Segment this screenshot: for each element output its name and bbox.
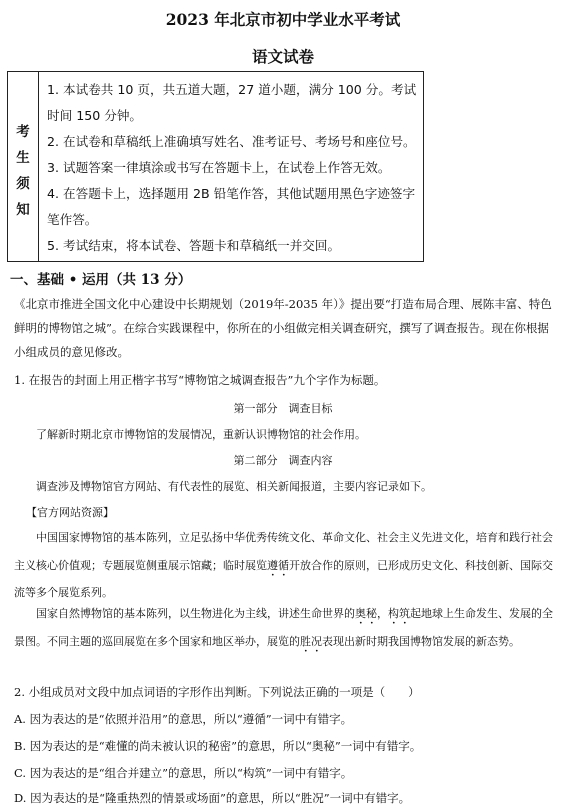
para-text: 国家自然博物馆的基本陈列，以生物进化为主线，讲述生命世界的 [36, 607, 355, 620]
notice-label-char: 须 [16, 176, 30, 192]
part2-title: 第二部分 调查内容 [233, 454, 333, 467]
question-2: 2. 小组成员对文段中加点词语的字形作出判断。下列说法正确的一项是（ ） [14, 685, 420, 699]
option-a: A. 因为表达的是“依照并沿用”的意思，所以“遵循”一词中有错字。 [14, 712, 353, 726]
notice-item: 2. 在试卷和草稿纸上准确填写姓名、准考证号、考场号和座位号。 [47, 134, 416, 149]
option-c: C. 因为表达的是“组合并建立”的意思，所以“构筑”一词中有错字。 [14, 766, 353, 780]
option-d: D. 因为表达的是“隆重热烈的情景或场面”的意思，所以“胜况”一词中有错字。 [14, 791, 411, 805]
notice-label [8, 72, 39, 261]
candidate-notice-box [7, 71, 424, 262]
dotted-word: 遵循 [267, 558, 289, 572]
para-text: 开放合作的原则，已形成历史文化、科技创新、国际交流等多个展览系列。 [14, 558, 553, 599]
dotted-word: 奥秘 [355, 607, 377, 620]
museum-paragraph-2 [14, 600, 554, 655]
para-text: 表现出新时期我国博物馆发展的新态势。 [322, 634, 520, 648]
notice-items [39, 72, 423, 259]
para-text: 起地球上生命发生、发展的全景图。不同主题的巡回展览在多个国家和地区举办，展览的 [14, 607, 553, 648]
para-text: 中国国家博物馆的基本陈列，立足弘扬中华优秀传统文化、革命文化、社会主义先进文化，培育和践行社会主义核心价值观；专题展览侧重展示馆藏；临时展览 [14, 531, 553, 572]
question-1: 1. 在报告的封面上用正楷字书写“博物馆之城调查报告”九个字作为标题。 [14, 373, 386, 387]
notice-item: 4. 在答题卡上，选择题用 2B 铅笔作答，其他试题用黑色字迹签字笔作答。 [47, 186, 416, 227]
page-subtitle: 语文试卷 [251, 47, 314, 66]
notice-item: 5. 考试结束，将本试卷、答题卡和草稿纸一并交回。 [47, 238, 341, 253]
notice-label-char: 生 [16, 150, 30, 166]
part2-text: 调查涉及博物馆官方网站、有代表性的展览、相关新闻报道，主要内容记录如下。 [36, 480, 432, 493]
dotted-word: 胜况 [300, 634, 322, 648]
notice-item: 1. 本试卷共 10 页，共五道大题，27 道小题，满分 100 分。考试时间 150 分钟。 [47, 82, 417, 123]
option-b: B. 因为表达的是“难懂的尚未被认识的秘密”的意思，所以“奥秘”一词中有错字。 [14, 739, 422, 753]
dotted-word: 构筑 [388, 607, 410, 620]
notice-label-char: 知 [16, 202, 30, 218]
resource-tag: 【官方网站资源】 [26, 506, 114, 519]
notice-label-char: 考 [16, 124, 30, 140]
notice-item: 3. 试题答案一律填涂或书写在答题卡上，在试卷上作答无效。 [47, 160, 391, 175]
section-heading: 一、基础 • 运用（共 13 分） [10, 272, 192, 288]
museum-paragraph-1 [14, 524, 554, 607]
page-title: 2023 年北京市初中学业水平考试 [165, 10, 401, 29]
part1-text: 了解新时期北京市博物馆的发展情况，重新认识博物馆的社会作用。 [36, 428, 366, 441]
intro-paragraph: 《北京市推进全国文化中心建设中长期规划（2019年-2035 年）》提出要“打造布局合理、展陈丰富、特色鲜明的博物馆之城”。在综合实践课程中，你所在的小组做完相关调查研究，撰写了调查报告。现在你根据小组成员的意见修改。 [14, 297, 552, 359]
part1-title: 第一部分 调查目标 [233, 402, 333, 415]
para-text: ， [377, 607, 388, 620]
